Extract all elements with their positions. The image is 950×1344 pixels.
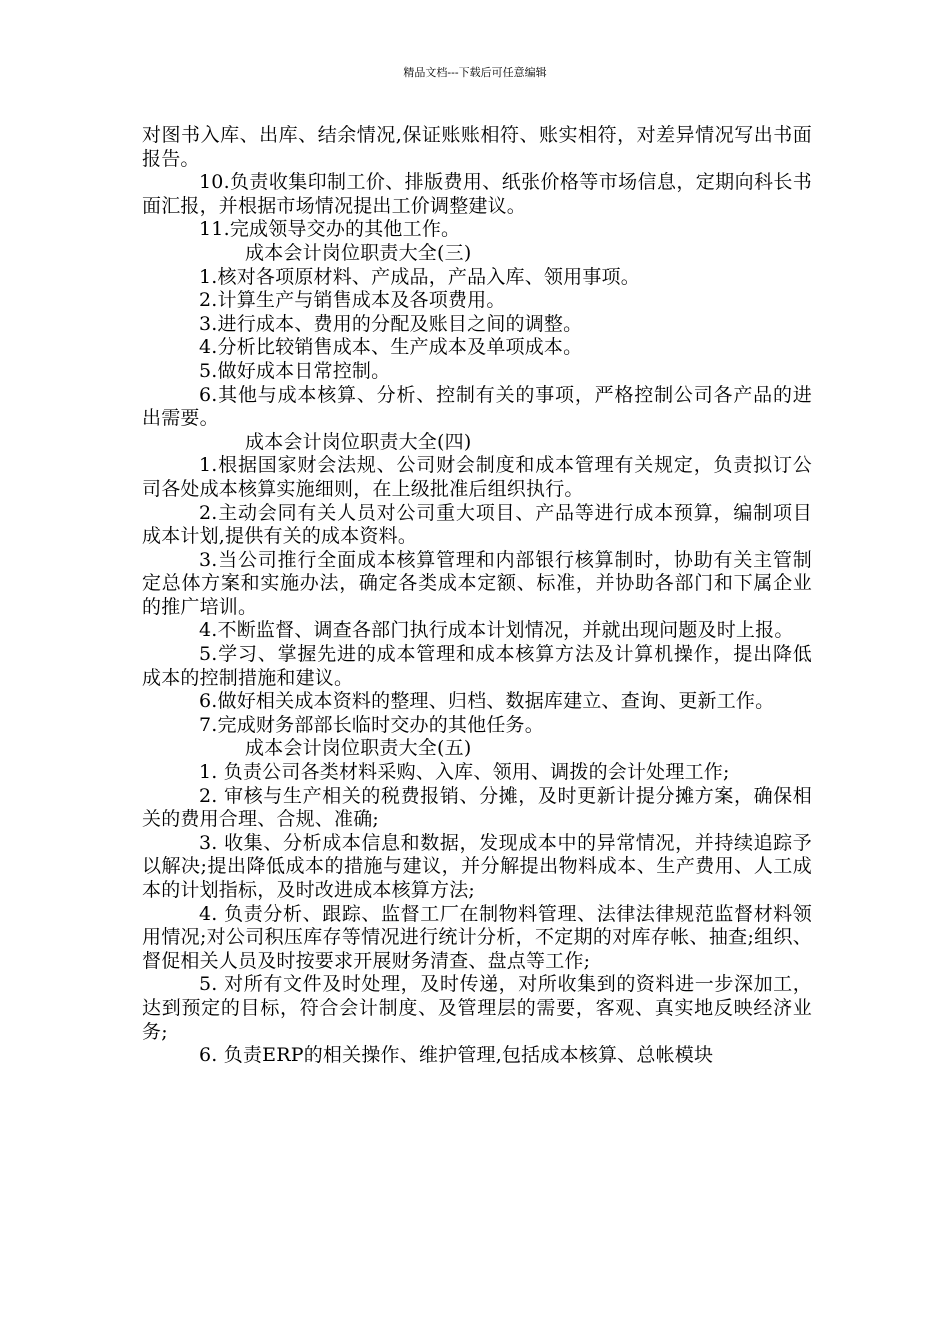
section-heading: 成本会计岗位职责大全(三)	[245, 241, 472, 264]
paragraph: 6. 负责ERP的相关操作、维护管理,包括成本核算、总帐模块	[199, 1044, 714, 1067]
document-body	[142, 124, 812, 1068]
paragraph: 2. 审核与生产相关的税费报销、分摊，及时更新计提分摊方案，确保相关的费用合理、合规、准确;	[142, 784, 812, 831]
paragraph: 5. 对所有文件及时处理，及时传递，对所收集到的资料进一步深加工，达到预定的目标，符合会计制度、及管理层的需要，客观、真实地反映经济业务;	[142, 973, 812, 1043]
section-heading: 成本会计岗位职责大全(四)	[245, 430, 472, 453]
paragraph: 3.当公司推行全面成本核算管理和内部银行核算制时，协助有关主管制定总体方案和实施办法，确定各类成本定额、标准，并协助各部门和下属企业的推广培训。	[142, 548, 812, 618]
paragraph: 3.进行成本、费用的分配及账目之间的调整。	[199, 312, 583, 335]
paragraph: 5.做好成本日常控制。	[199, 359, 391, 382]
paragraph: 10.负责收集印制工价、排版费用、纸张价格等市场信息，定期向科长书面汇报，并根据市场情况提出工价调整建议。	[142, 171, 812, 217]
paragraph: 3. 收集、分析成本信息和数据，发现成本中的异常情况，并持续追踪予以解决;提出降低成本的措施与建议，并分解提出物料成本、生产费用、人工成本的计划指标，及时改进成本核算方法;	[142, 831, 812, 901]
paragraph: 1.核对各项原材料、产成品，产品入库、领用事项。	[199, 265, 640, 288]
paragraph: 4.分析比较销售成本、生产成本及单项成本。	[199, 336, 583, 359]
paragraph: 2.主动会同有关人员对公司重大项目、产品等进行成本预算，编制项目成本计划,提供有关的成本资料。	[142, 501, 812, 548]
paragraph: 5.学习、掌握先进的成本管理和成本核算方法及计算机操作，提出降低成本的控制措施和建议。	[142, 643, 812, 689]
paragraph: 6.其他与成本核算、分析、控制有关的事项，严格控制公司各产品的进出需要。	[142, 383, 812, 430]
paragraph: 2.计算生产与销售成本及各项费用。	[199, 289, 506, 312]
paragraph: 1.根据国家财会法规、公司财会制度和成本管理有关规定，负责拟订公司各处成本核算实施细则，在上级批准后组织执行。	[142, 454, 812, 500]
paragraph: 1. 负责公司各类材料采购、入库、领用、调拨的会计处理工作;	[199, 761, 730, 784]
paragraph: 4.不断监督、调查各部门执行成本计划情况，并就出现问题及时上报。	[199, 619, 794, 642]
section-heading: 成本会计岗位职责大全(五)	[245, 737, 472, 760]
paragraph: 4. 负责分析、跟踪、监督工厂在制物料管理、法律法律规范监督材料领用情况;对公司积压库存等情况进行统计分析，不定期的对库存帐、抽查;组织、督促相关人员及时按要求开展财务清查、盘点等工作;	[142, 902, 812, 972]
paragraph: 对图书入库、出库、结余情况,保证账账相符、账实相符，对差异情况写出书面报告。	[142, 124, 812, 170]
paragraph: 6.做好相关成本资料的整理、归档、数据库建立、查询、更新工作。	[199, 690, 775, 713]
page-header: 精品文档---下载后可任意编辑	[403, 66, 547, 79]
paragraph: 7.完成财务部部长临时交办的其他任务。	[199, 713, 544, 736]
paragraph: 11.完成领导交办的其他工作。	[199, 218, 461, 241]
